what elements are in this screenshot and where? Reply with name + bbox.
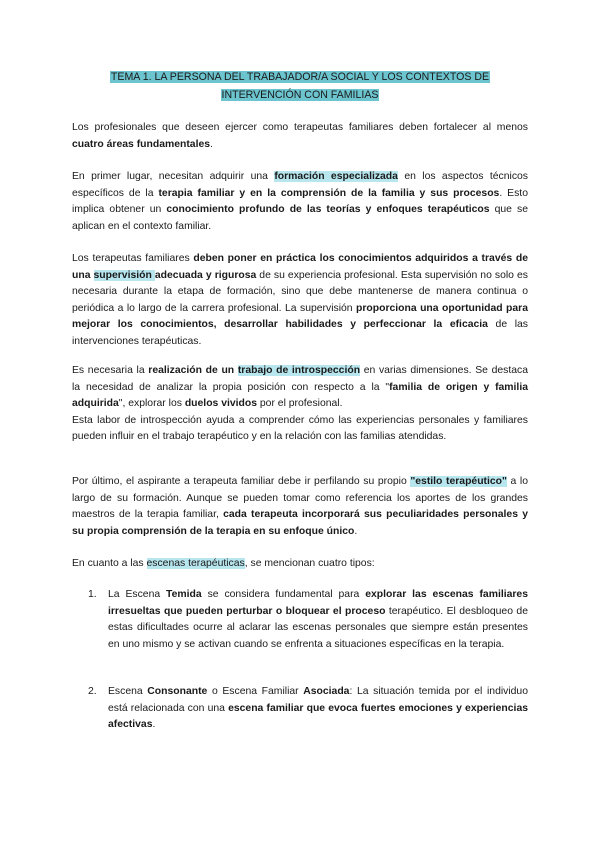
page-title xyxy=(72,68,528,104)
title-line-2: INTERVENCIÓN CON FAMILIAS xyxy=(221,89,379,101)
highlight-escenas: escenas terapéuticas xyxy=(146,558,245,569)
paragraph-formation: En primer lugar, necesitan adquirir una formación especializada en los aspectos técnicos específicos de la terapia familiar y en la comprensión de la familia y sus procesos. Esto implica obtener un conocimiento profundo de las teorías y enfoques terapéuticos que se aplican en el contexto familiar. xyxy=(72,171,529,232)
paragraph-introspection: Es necesaria la realización de un trabajo de introspección en varias dimensiones. Se destaca la necesidad de analizar la propia posición con respecto a la "familia de origen y familia adquirida", explorar los duelos vividos por el profesional. Esta labor de introspección ayuda a comprender cómo las experiencias personales y familiares pueden influir en el trabajo terapéutico y en la relación con las familias atendidas. xyxy=(72,365,528,443)
highlight-introspeccion: trabajo de introspección xyxy=(237,365,361,376)
title-line-1: TEMA 1. LA PERSONA DEL TRABAJADOR/A SOCIAL Y LOS CONTEXTOS DE xyxy=(110,71,490,83)
list-item: 1. La Escena Temida se considera fundamental para explorar las escenas familiares irresueltas que pueden perturbar o bloquear el proceso terapéutico. El desbloqueo de estas dificultades ocurre al aclarar las escenas personales que siempre están presentes en uno mismo y se activan cuando se enfrenta a situaciones específicas en la terapia. xyxy=(88,589,528,650)
highlight-supervision: supervisión xyxy=(93,269,155,281)
paragraph-style: Por último, el aspirante a terapeuta familiar debe ir perfilando su propio "estilo terapéutico" a lo largo de su formación. Aunque se pueden tomar como referencia los aportes de los grandes maestros de la terapia familiar, cada terapeuta incorporará sus peculiaridades personales y su propia comprensión de la terapia en su enfoque único. xyxy=(72,476,529,537)
list-item: 2. Escena Consonante o Escena Familiar Asociada: La situación temida por el individuo está relacionada con una escena familiar que evoca fuertes emociones y experiencias afectivas. xyxy=(88,686,528,731)
paragraph-supervision: Los terapeutas familiares deben poner en práctica los conocimientos adquiridos a través de una supervisión adecuada y rigurosa de su experiencia profesional. Esta supervisión no solo es necesaria durante la etapa de formación, sino que debe mantenerse de manera continua o periódica a lo largo de la carrera profesional. La supervisión proporciona una oportunidad para mejorar los conocimientos, desarrollar habilidades y perfeccionar la eficacia de las intervenciones terapéuticas. xyxy=(72,253,528,347)
paragraph-scenes: En cuanto a las escenas terapéuticas, se mencionan cuatro tipos: xyxy=(72,558,375,569)
list-number: 2. xyxy=(88,686,97,697)
paragraph-intro: Los profesionales que deseen ejercer como terapeutas familiares deben fortalecer al menos cuatro áreas fundamentales. xyxy=(72,122,528,150)
highlight-formacion: formación especializada xyxy=(274,171,398,182)
highlight-estilo: "estilo terapéutico" xyxy=(410,476,507,487)
list-number: 1. xyxy=(88,589,97,600)
